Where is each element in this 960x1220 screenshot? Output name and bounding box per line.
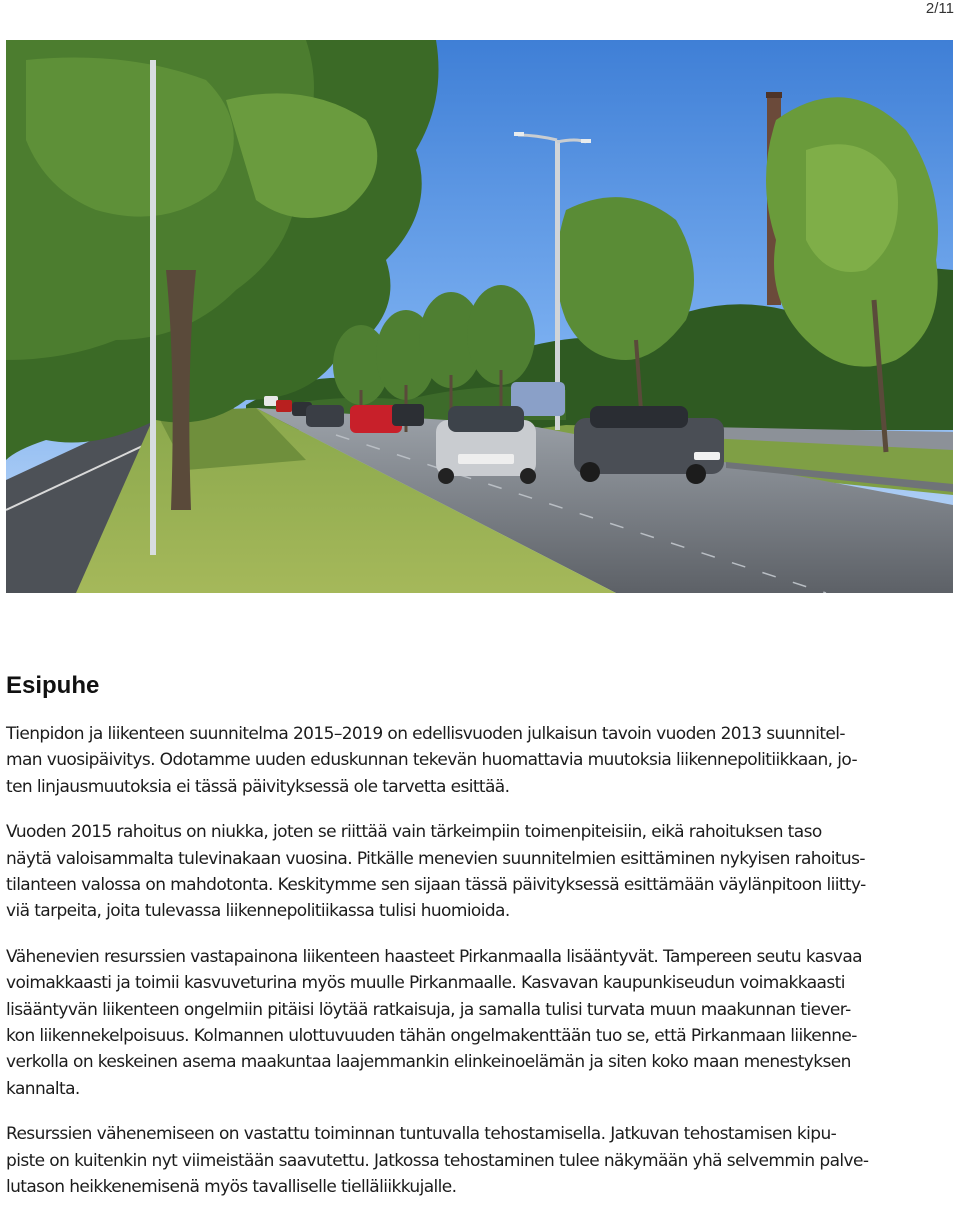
text-line: kannalta. bbox=[6, 1078, 80, 1099]
text-line: ten linjausmuutoksia ei tässä päivityksessä ole tarvetta esittää. bbox=[6, 776, 510, 797]
section-heading: Esipuhe bbox=[6, 672, 100, 699]
text-line: verkolla on keskeinen asema maakuntaa laajemmankin elinkeinoelämän ja siten koko maan menestyksen bbox=[6, 1052, 851, 1073]
page-number: 2/11 bbox=[925, 0, 954, 17]
paragraph bbox=[6, 1121, 952, 1200]
text-line: tilanteen valossa on mahdotonta. Keskitymme sen sijaan tässä päivityksessä esittämään väylänpitoon liitty- bbox=[6, 875, 866, 896]
text-line: Vuoden 2015 rahoitus on niukka, joten se riittää vain tärkeimpiin toimenpiteisiin, eikä rahoituksen taso bbox=[6, 822, 822, 843]
paragraph bbox=[6, 721, 952, 800]
text-line: lutason heikkenemisenä myös tavalliselle tielläliikkujalle. bbox=[6, 1177, 457, 1198]
text-line: lisääntyvän liikenteen ongelmiin pitäisi löytää ratkaisuja, ja samalla tulisi turvata muun maakunnan tiever- bbox=[6, 999, 851, 1020]
text-line: viä tarpeita, joita tulevassa liikennepolitiikassa tulisi huomioida. bbox=[6, 901, 510, 922]
text-line: kon liikennekelpoisuus. Kolmannen ulottuvuuden tähän ongelmakenttään tuo se, että Pirkanmaan liikenne- bbox=[6, 1026, 857, 1047]
text-line: voimakkaasti ja toimii kasvuveturina myös muulle Pirkanmaalle. Kasvavan kaupunkiseudun voimakkaasti bbox=[6, 973, 845, 994]
paragraph bbox=[6, 819, 952, 925]
text-line: piste on kuitenkin nyt viimeistään saavutettu. Jatkossa tehostaminen tulee näkymään yhä selvemmin palve- bbox=[6, 1150, 869, 1171]
cover-photo bbox=[6, 40, 953, 593]
text-line: Vähenevien resurssien vastapainona liikenteen haasteet Pirkanmaalla lisääntyvät. Tampereen seutu kasvaa bbox=[6, 946, 862, 967]
text-line: Tienpidon ja liikenteen suunnitelma 2015–2019 on edellisvuoden julkaisun tavoin vuoden 2013 suunnitel- bbox=[6, 724, 845, 744]
text-line: man vuosipäivitys. Odotamme uuden eduskunnan tekevän huomattavia muutoksia liikennepolitiikkaan, jo- bbox=[6, 750, 858, 771]
text-line: Resurssien vähenemiseen on vastattu toiminnan tuntuvalla tehostamisella. Jatkuvan tehostamisen kipu- bbox=[6, 1124, 837, 1145]
text-line: näytä valoisammalta tulevinakaan vuosina. Pitkälle menevien suunnitelmien esittäminen nykyisen rahoitus- bbox=[6, 848, 865, 869]
paragraph bbox=[6, 944, 952, 1102]
body-text bbox=[6, 721, 952, 1220]
